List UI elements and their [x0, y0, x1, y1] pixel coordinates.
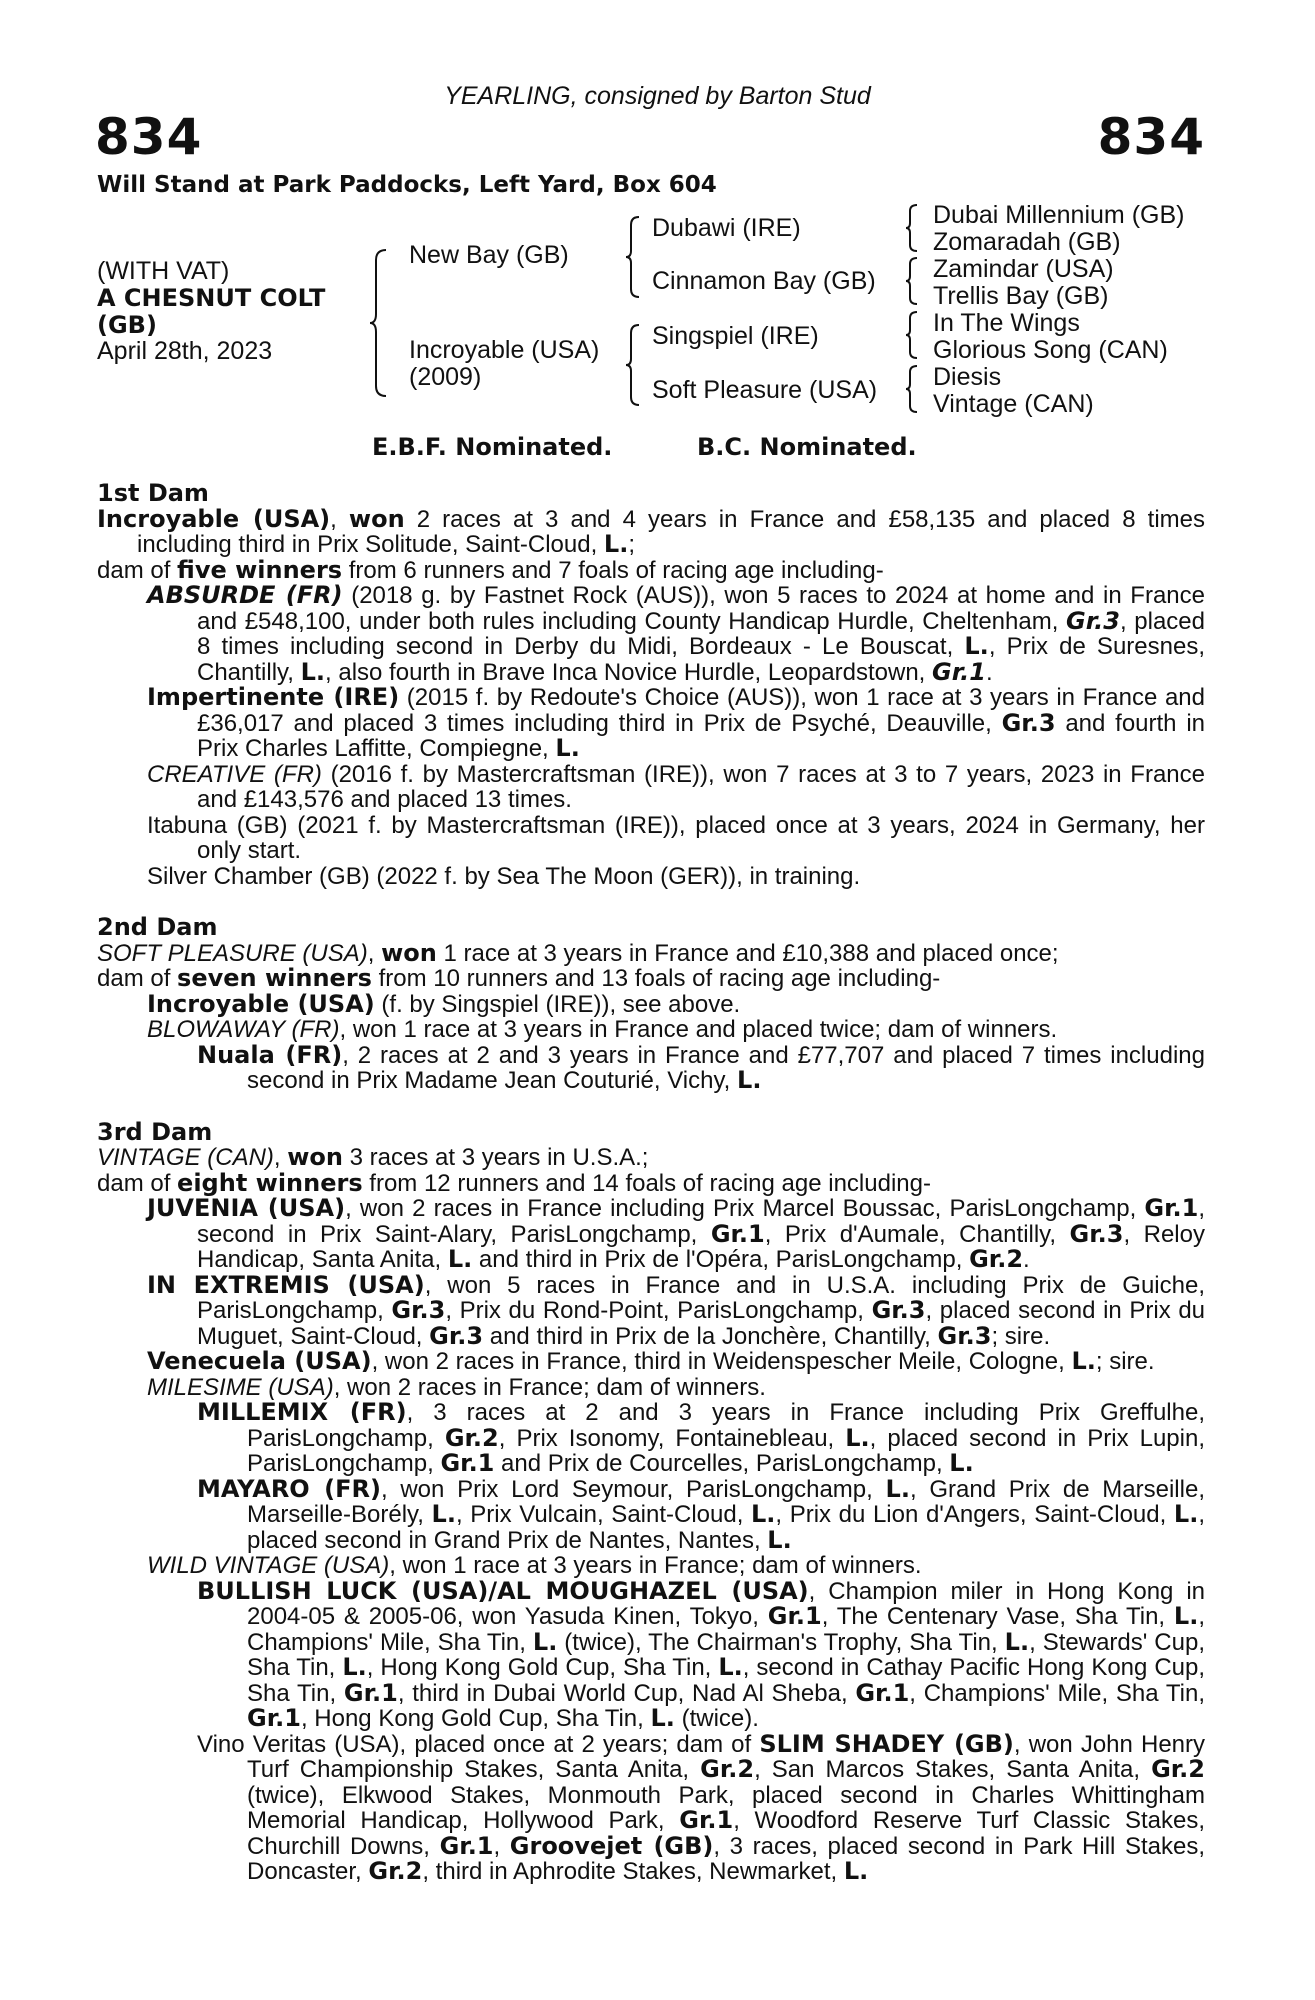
bc-nomination: B.C. Nominated. [697, 433, 917, 461]
lot-number-right: 834 [1097, 108, 1205, 166]
third-dam-heading: 3rd Dam [97, 1117, 213, 1146]
progeny-bullish-luck: BULLISH LUCK (USA)/AL MOUGHAZEL (USA), Champion miler in Hong Kong in 2004-05 & 2005-06, won Yasuda Kinen, Tokyo, Gr.1, The Centenary Vase, Sha Tin, L., Champions' Mile, Sha Tin, L. (twice), The Chairman's Trophy, Sha Tin, L., Stewards' Cup, Sha Tin, L., Hong Kong Gold Cup, Sha Tin, L., second in Cathay Pacific Hong Kong Cup, Sha Tin, Gr.1, third in Dubai World Cup, Nad Al Sheba, Gr.1, Champions' Mile, Sha Tin, Gr.1, Hong Kong Gold Cup, Sha Tin, L. (twice). [197, 1576, 1206, 1732]
third-dam-summary: VINTAGE (CAN), won 3 races at 3 years in U.S.A.; [97, 1143, 649, 1171]
sire-dam-name: Cinnamon Bay (GB) [652, 267, 876, 295]
progeny-milesime: MILESIME (USA), won 2 races in France; dam of winners. [147, 1373, 766, 1401]
granddam-1: Dubai Millennium (GB) [933, 201, 1185, 229]
progeny-absurde: ABSURDE (FR) (2018 g. by Fastnet Rock (AUS)), won 5 races to 2024 at home and in France and £548,100, under both rules including County Handicap Hurdle, Cheltenham, Gr.3, placed 8 times including second in Derby du Midi, Bordeaux - Le Bouscat, L., Prix de Suresnes, Chantilly, L., also fourth in Brave Inca Novice Hurdle, Leopardstown, Gr.1. [147, 581, 1206, 686]
first-dam-summary: Incroyable (USA), won 2 races at 3 and 4 years in France and £58,135 and placed 8 times including third in Prix Solitude, Saint-Cloud, L.; [97, 504, 1206, 558]
second-dam-heading: 2nd Dam [97, 913, 218, 941]
pedigree-brace-dam [624, 323, 642, 407]
pedigree-brace-g3-3 [904, 310, 920, 360]
progeny-juvenia: JUVENIA (USA), won 2 races in France including Prix Marcel Boussac, ParisLongchamp, Gr.1, second in Prix Saint-Alary, ParisLongchamp, Gr.1, Prix d'Aumale, Chantilly, Gr.3, Reloy Handicap, Santa Anita, L. and third in Prix de l'Opéra, ParisLongchamp, Gr.2. [147, 1194, 1205, 1273]
third-dam-produce: dam of eight winners from 12 runners and 14 foals of racing age including- [97, 1168, 931, 1197]
location-line: Will Stand at Park Paddocks, Left Yard, Box 604 [97, 172, 717, 198]
dam-sire-name: Singspiel (IRE) [652, 322, 819, 350]
pedigree-brace-g3-1 [904, 203, 920, 253]
vat-label: (WITH VAT) [97, 257, 230, 285]
progeny-incroyable: Incroyable (USA) (f. by Singspiel (IRE)), see above. [147, 989, 741, 1018]
catalogue-body [97, 481, 1205, 1885]
progeny-venecuela: Venecuela (USA), won 2 races in France, third in Weidenspescher Meile, Cologne, L.; sire. [147, 1347, 1155, 1375]
pedigree-brace-main [368, 248, 390, 398]
horse-dob: April 28th, 2023 [97, 337, 273, 365]
progeny-impertinente: Impertinente (IRE) (2015 f. by Redoute's Choice (AUS)), won 1 race at 3 years in France and £36,017 and placed 3 times including third in Prix de Psyché, Deauville, Gr.3 and fourth in Prix Charles Laffitte, Compiegne, L. [147, 683, 1205, 762]
progeny-wild-vintage: WILD VINTAGE (USA), won 1 race at 3 years in France; dam of winners. [147, 1552, 922, 1579]
progeny-silver-chamber: Silver Chamber (GB) (2022 f. by Sea The Moon (GER)), in training. [147, 862, 861, 890]
progeny-creative: CREATIVE (FR) (2016 f. by Mastercraftsman (IRE)), won 7 races at 3 to 7 years, 2023 in France and £143,576 and placed 13 times. [147, 760, 1206, 813]
lot-number-left: 834 [95, 108, 203, 166]
granddam-8: Vintage (CAN) [933, 390, 1094, 418]
progeny-nuala: Nuala (FR), 2 races at 2 and 3 years in France and £77,707 and placed 7 times including second in Prix Madame Jean Couturié, Vichy, L. [197, 1040, 1205, 1094]
granddam-2: Zomaradah (GB) [933, 228, 1121, 256]
progeny-millemix: MILLEMIX (FR), 3 races at 2 and 3 years in France including Prix Greffulhe, ParisLongchamp, Gr.2, Prix Isonomy, Fontainebleau, L., placed second in Prix Lupin, ParisLongchamp, Gr.1 and Prix de Courcelles, ParisLongchamp, L. [197, 1398, 1206, 1477]
pedigree-brace-g3-2 [904, 256, 920, 306]
progeny-vino-veritas: Vino Veritas (USA), placed once at 2 years; dam of SLIM SHADEY (GB), won John Henry Turf Championship Stakes, Santa Anita, Gr.2, San Marcos Stakes, Santa Anita, Gr.2 (twice), Elkwood Stakes, Monmouth Park, placed second in Charles Whittingham Memorial Handicap, Hollywood Park, Gr.1, Woodford Reserve Turf Classic Stakes, Churchill Downs, Gr.1, Groovejet (GB), 3 races, placed second in Park Hill Stakes, Doncaster, Gr.2, third in Aphrodite Stakes, Newmarket, L. [197, 1729, 1206, 1885]
page-subtitle: YEARLING, consigned by Barton Stud [444, 82, 871, 110]
granddam-3: Zamindar (USA) [933, 255, 1114, 283]
first-dam-heading: 1st Dam [97, 479, 209, 507]
sire-name: New Bay (GB) [409, 241, 569, 269]
granddam-6: Glorious Song (CAN) [933, 336, 1168, 364]
sire-sire-name: Dubawi (IRE) [652, 214, 801, 242]
dam-year: (2009) [409, 363, 482, 391]
granddam-5: In The Wings [933, 309, 1080, 337]
progeny-itabuna: Itabuna (GB) (2021 f. by Mastercraftsman (IRE)), placed once at 3 years, 2024 in Germany, her only start. [147, 811, 1205, 864]
second-dam-summary: SOFT PLEASURE (USA), won 1 race at 3 years in France and £10,388 and placed once; [97, 938, 1059, 967]
pedigree-brace-g3-4 [904, 364, 920, 414]
dam-dam-name: Soft Pleasure (USA) [652, 376, 878, 404]
progeny-blowaway: BLOWAWAY (FR), won 1 race at 3 years in France and placed twice; dam of winners. [147, 1016, 1058, 1043]
first-dam-produce: dam of five winners from 6 runners and 7 foals of racing age including- [97, 555, 884, 584]
progeny-mayaro: MAYARO (FR), won Prix Lord Seymour, ParisLongchamp, L., Grand Prix de Marseille, Marseille-Borély, L., Prix Vulcain, Saint-Cloud, L., Prix du Lion d'Angers, Saint-Cloud, L., placed second in Grand Prix de Nantes, Nantes, L. [197, 1474, 1205, 1554]
ebf-nomination: E.B.F. Nominated. [372, 433, 613, 461]
granddam-4: Trellis Bay (GB) [933, 282, 1109, 310]
horse-origin: (GB) [97, 311, 157, 339]
second-dam-produce: dam of seven winners from 10 runners and 13 foals of racing age including- [97, 964, 941, 992]
granddam-7: Diesis [933, 363, 1002, 391]
dam-name: Incroyable (USA) [409, 336, 600, 364]
pedigree-brace-sire [624, 215, 642, 299]
progeny-in-extremis: IN EXTREMIS (USA), won 5 races in France and in U.S.A. including Prix de Guiche, ParisLongchamp, Gr.3, Prix du Rond-Point, ParisLongchamp, Gr.3, placed second in Prix du Muguet, Saint-Cloud, Gr.3 and third in Prix de la Jonchère, Chantilly, Gr.3; sire. [147, 1270, 1206, 1350]
horse-name: A CHESNUT COLT [97, 284, 326, 312]
